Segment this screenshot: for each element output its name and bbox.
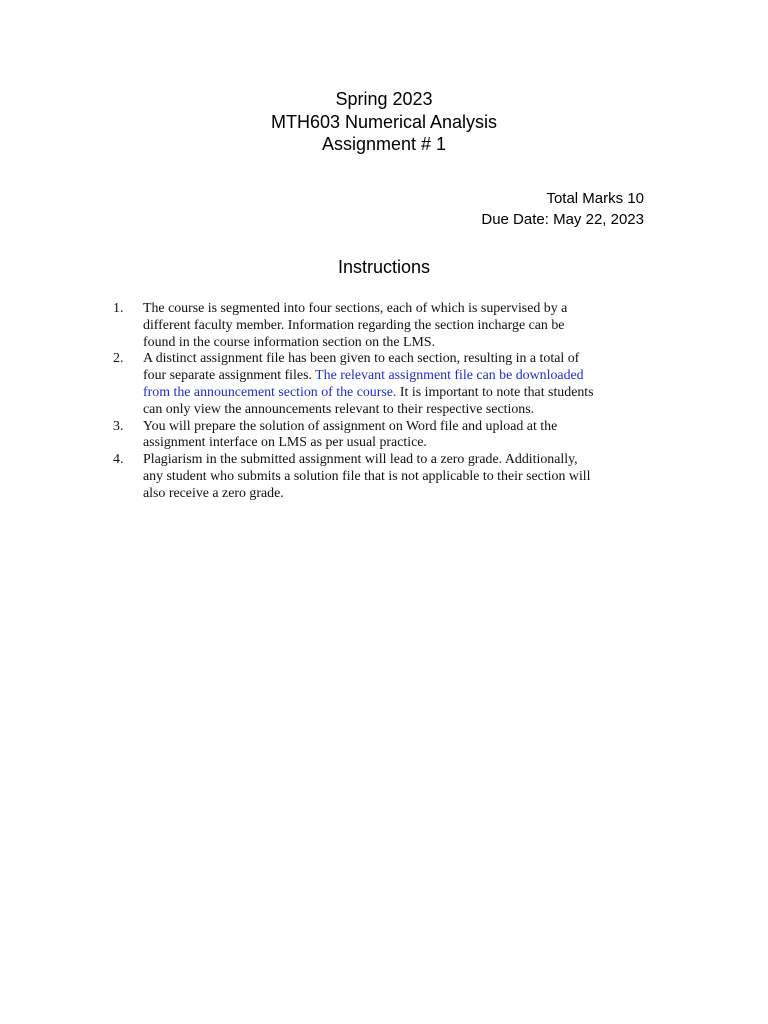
semester-title: Spring 2023 xyxy=(335,89,433,109)
list-item xyxy=(113,301,653,351)
announcement-link-text[interactable]: The relevant assignment file can be downloaded xyxy=(315,368,584,384)
item-line: found in the course information section on the LMS. xyxy=(143,334,436,350)
item-line: Plagiarism in the submitted assignment will lead to a zero grade. Additionally, xyxy=(143,452,578,468)
item-line: different faculty member. Information regarding the section incharge can be xyxy=(143,317,565,333)
announcement-link-text[interactable]: from the announcement section of the course. xyxy=(143,384,397,400)
item-line: You will prepare the solution of assignment on Word file and upload at the xyxy=(143,418,558,434)
item-line: any student who submits a solution file that is not applicable to their section will xyxy=(143,468,591,484)
item-line: assignment interface on LMS as per usual practice. xyxy=(143,435,427,451)
course-title: MTH603 Numerical Analysis xyxy=(270,111,498,132)
assignment-meta xyxy=(481,188,644,230)
item-line: can only view the announcements relevant to their respective sections. xyxy=(143,401,535,417)
item-text-plain: It is important to note that students xyxy=(396,384,594,400)
item-text xyxy=(143,419,653,453)
item-number: 3. xyxy=(113,418,124,434)
due-date-label: Due Date: xyxy=(481,211,554,228)
document-header xyxy=(0,88,768,156)
list-item xyxy=(113,351,653,418)
item-number: 4. xyxy=(113,452,124,468)
item-line: also receive a zero grade. xyxy=(143,485,284,501)
item-number: 1. xyxy=(113,301,124,316)
item-line: A distinct assignment file has been given to each section, resulting in a total of xyxy=(143,351,580,367)
instructions-heading: Instructions xyxy=(337,257,431,277)
item-text xyxy=(143,301,653,351)
total-marks-value: 10 xyxy=(627,190,644,207)
total-marks-label: Total Marks xyxy=(546,190,628,207)
item-text-plain: four separate assignment files. xyxy=(143,368,316,384)
due-date-line xyxy=(481,209,644,230)
item-text xyxy=(143,452,653,502)
list-item xyxy=(113,452,653,502)
item-text xyxy=(143,351,653,418)
total-marks-line xyxy=(481,188,644,209)
item-line: The course is segmented into four sections, each of which is supervised by a xyxy=(143,301,568,316)
due-date-value: May 22, 2023 xyxy=(553,211,644,228)
item-number: 2. xyxy=(113,351,124,367)
assignment-title: Assignment # 1 xyxy=(321,134,447,154)
instructions-list xyxy=(113,301,653,503)
item-line xyxy=(143,385,653,402)
list-item xyxy=(113,419,653,453)
item-line xyxy=(143,368,653,385)
